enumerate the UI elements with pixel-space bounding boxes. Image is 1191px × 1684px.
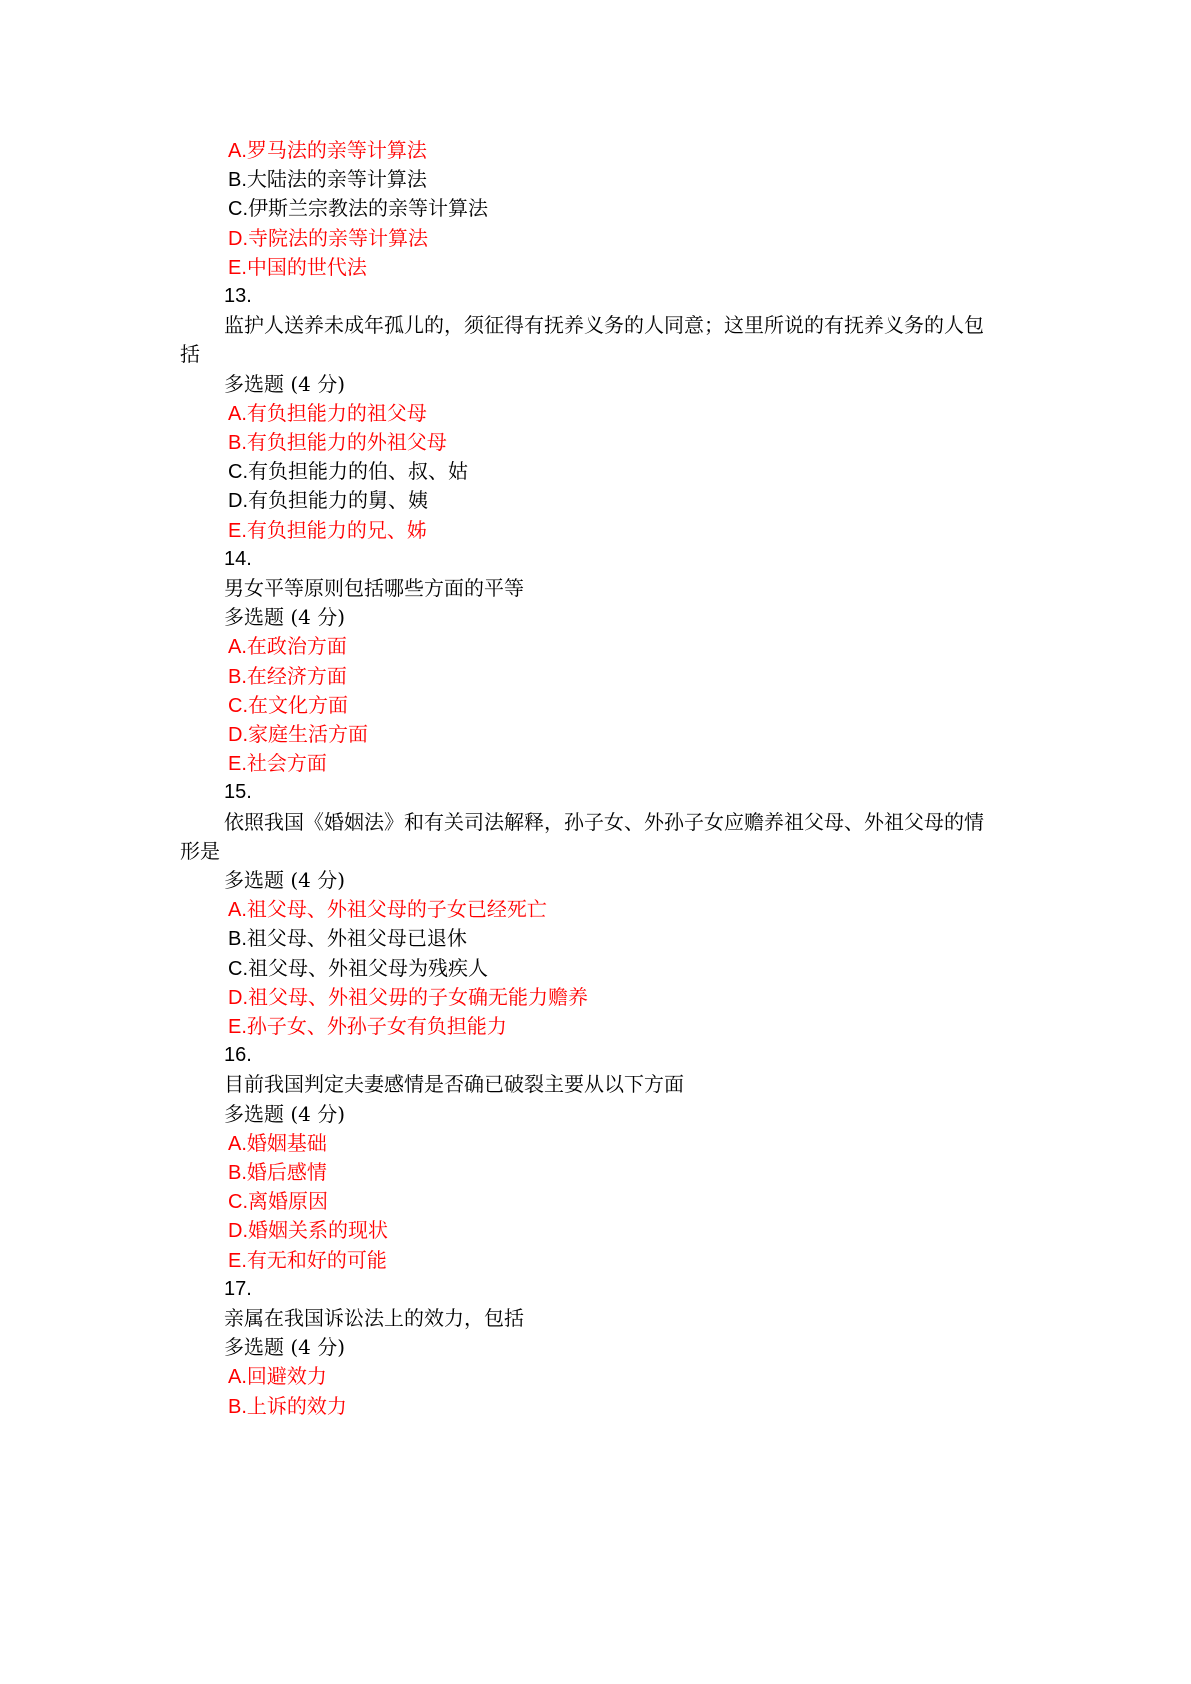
option-letter: B. — [228, 665, 247, 688]
answer-option — [228, 514, 427, 546]
answer-option — [228, 1185, 328, 1217]
option-letter: B. — [228, 1395, 247, 1418]
answer-option — [228, 718, 368, 750]
option-letter: D. — [228, 490, 248, 513]
answer-option — [228, 251, 367, 283]
option-letter: A. — [228, 140, 247, 162]
answer-option — [228, 484, 428, 516]
answer-option — [228, 426, 447, 458]
option-letter: A. — [228, 899, 247, 922]
option-text: 祖父母、外祖父毋的子女确无能力赡养 — [248, 984, 588, 1009]
question-type: 多选题 (4 分) — [224, 868, 346, 892]
option-letter: A. — [228, 1132, 247, 1155]
option-text: 在经济方面 — [246, 663, 347, 688]
question-text: 目前我国判定夫妻感情是否确已破裂主要从以下方面 — [224, 1072, 684, 1097]
option-text: 有负担能力的舅、姨 — [248, 488, 428, 513]
option-text: 祖父母、外祖父母已退休 — [246, 926, 467, 951]
question-text: 男女平等原则包括哪些方面的平等 — [224, 576, 524, 600]
answer-option — [228, 1214, 388, 1246]
answer-option — [228, 397, 427, 429]
option-letter: D. — [228, 227, 248, 250]
option-text: 有负担能力的兄、姊 — [246, 517, 427, 542]
question-type: 多选题 (4 分) — [224, 1335, 346, 1360]
option-text: 寺院法的亲等计算法 — [248, 225, 428, 250]
option-text: 有负担能力的祖父母 — [246, 400, 427, 425]
question-text: 括 — [180, 342, 200, 367]
question-number: 16. — [224, 1044, 252, 1067]
question-number: 13. — [224, 285, 252, 307]
question-type: 多选题 (4 分) — [224, 605, 346, 630]
answer-option — [228, 192, 488, 224]
option-letter: E. — [228, 519, 247, 542]
option-letter: C. — [228, 694, 248, 717]
question-number: 14. — [224, 547, 252, 570]
option-letter: B. — [228, 169, 247, 192]
option-letter: E. — [228, 1016, 247, 1038]
option-letter: B. — [228, 1162, 247, 1184]
option-letter: B. — [228, 928, 247, 951]
question-type: 多选题 (4 分) — [224, 1101, 346, 1126]
option-letter: A. — [228, 1366, 247, 1389]
option-letter: D. — [228, 986, 248, 1009]
option-letter: A. — [228, 402, 247, 425]
answer-option — [228, 660, 347, 692]
answer-option — [228, 922, 467, 954]
option-text: 社会方面 — [246, 751, 327, 776]
option-letter: C. — [228, 461, 248, 484]
option-text: 婚姻关系的现状 — [248, 1218, 388, 1243]
option-text: 大陆法的亲等计算法 — [246, 167, 427, 192]
answer-option — [228, 1156, 327, 1188]
answer-option — [228, 134, 427, 166]
option-text: 在政治方面 — [246, 634, 347, 659]
question-number: 15. — [224, 781, 252, 804]
option-letter: E. — [228, 753, 247, 776]
option-letter: C. — [228, 198, 248, 221]
option-letter: A. — [228, 636, 247, 659]
option-text: 家庭生活方面 — [248, 722, 368, 746]
answer-option — [228, 1360, 327, 1392]
answer-option — [228, 689, 348, 721]
option-text: 罗马法的亲等计算法 — [246, 138, 427, 162]
answer-option — [228, 893, 547, 925]
option-text: 有无和好的可能 — [246, 1247, 387, 1272]
option-text: 婚后感情 — [246, 1160, 327, 1184]
answer-option — [228, 1244, 387, 1276]
question-text: 依照我国《婚姻法》和有关司法解释，孙子女、外孙子女应赡养祖父母、外祖父母的情 — [224, 809, 984, 834]
option-letter: E. — [228, 1249, 247, 1272]
option-letter: D. — [228, 1220, 248, 1243]
answer-option — [228, 747, 327, 779]
answer-option — [228, 630, 347, 662]
question-number: 17. — [224, 1277, 252, 1300]
question-text: 监护人送养未成年孤儿的，须征得有抚养义务的人同意；这里所说的有抚养义务的人包 — [224, 313, 984, 338]
option-text: 有负担能力的伯、叔、姑 — [248, 459, 468, 484]
option-text: 回避效力 — [246, 1364, 327, 1389]
option-letter: E. — [228, 256, 247, 279]
answer-option — [228, 952, 488, 984]
option-text: 祖父母、外祖父母的子女已经死亡 — [246, 897, 547, 922]
option-text: 上诉的效力 — [246, 1393, 347, 1418]
option-text: 孙子女、外孙子女有负担能力 — [246, 1014, 507, 1038]
answer-option — [228, 1010, 507, 1042]
answer-option — [228, 222, 428, 254]
option-letter: C. — [228, 957, 248, 980]
option-text: 中国的世代法 — [246, 254, 367, 279]
option-letter: D. — [228, 724, 248, 746]
option-text: 婚姻基础 — [246, 1130, 327, 1155]
question-type: 多选题 (4 分) — [224, 371, 346, 396]
option-text: 离婚原因 — [248, 1189, 328, 1214]
option-text: 有负担能力的外祖父母 — [246, 430, 447, 454]
option-letter: C. — [228, 1191, 248, 1214]
answer-option — [228, 163, 427, 195]
option-text: 伊斯兰宗教法的亲等计算法 — [248, 196, 488, 221]
option-letter: B. — [228, 432, 247, 454]
question-text: 亲属在我国诉讼法上的效力，包括 — [224, 1306, 524, 1330]
answer-option — [228, 1127, 327, 1159]
answer-option — [228, 1390, 347, 1422]
answer-option — [228, 981, 588, 1013]
answer-option — [228, 455, 468, 487]
question-text: 形是 — [180, 838, 220, 863]
option-text: 祖父母、外祖父母为残疾人 — [248, 955, 488, 980]
option-text: 在文化方面 — [248, 692, 348, 717]
